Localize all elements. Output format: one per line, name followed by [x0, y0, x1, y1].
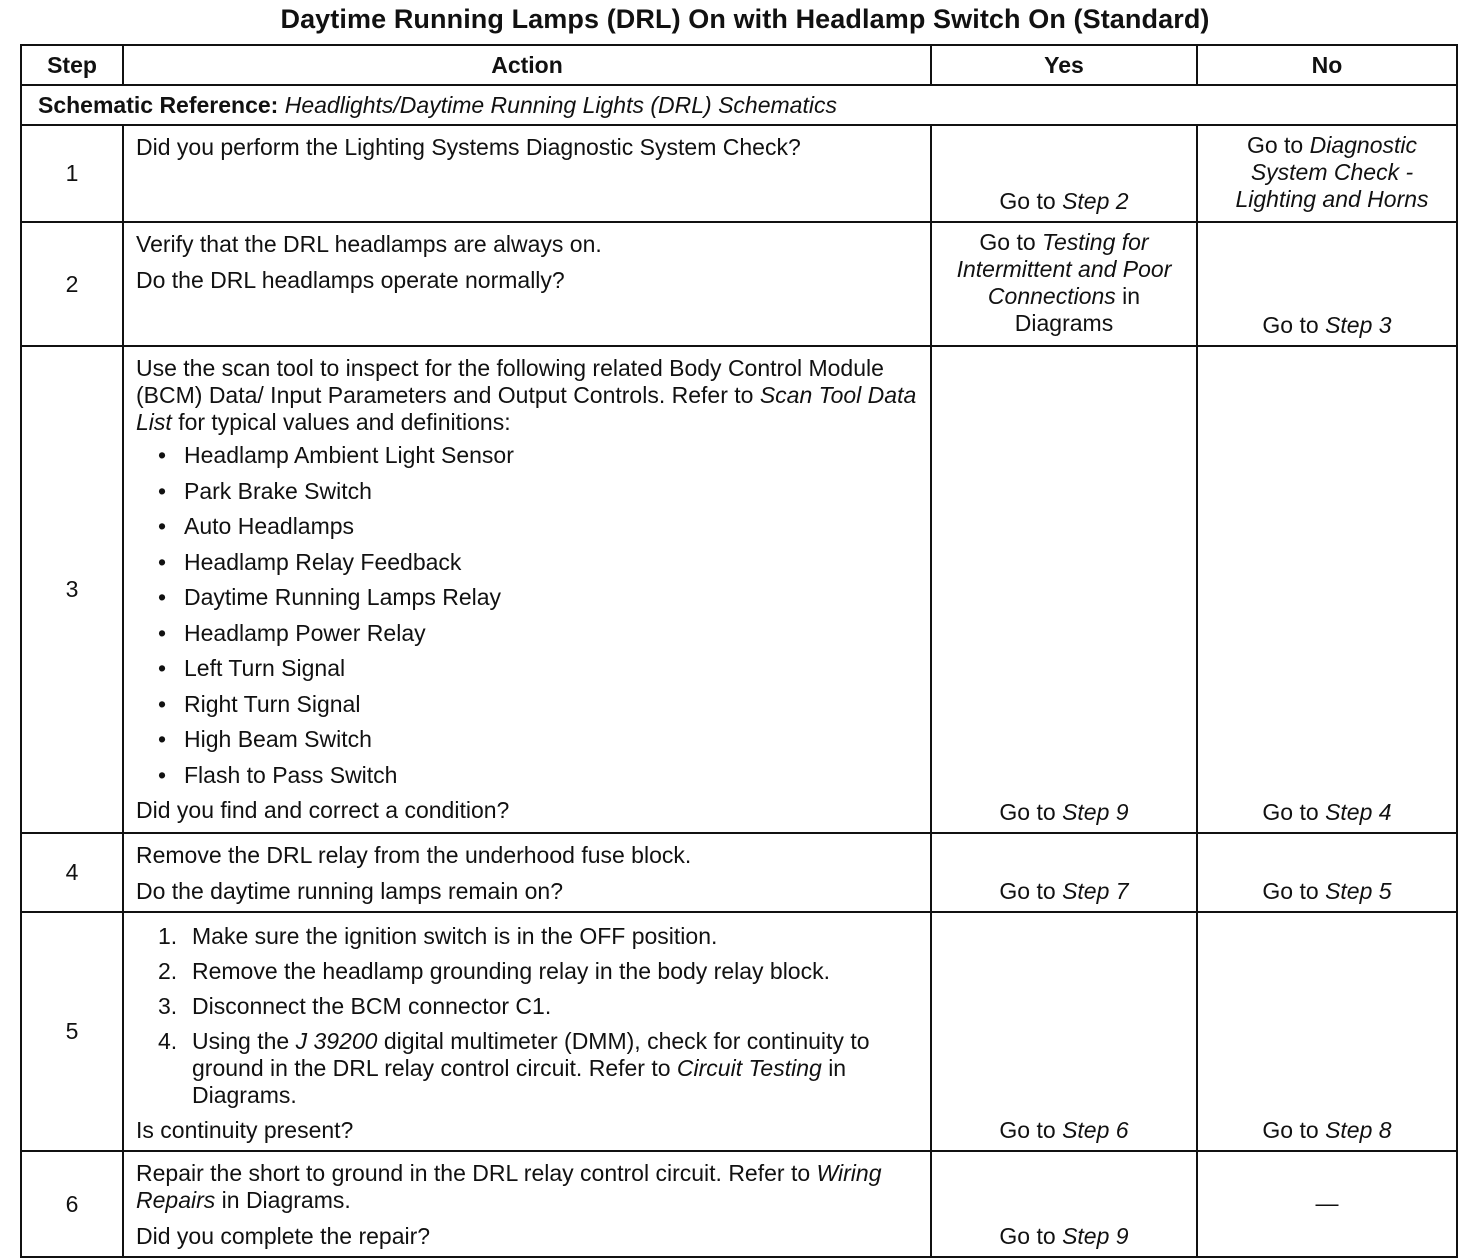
list-item: • Right Turn Signal: [158, 691, 920, 718]
list-item: • High Beam Switch: [158, 726, 920, 753]
step-number: 3: [21, 346, 123, 833]
list-item: • Headlamp Relay Feedback: [158, 549, 920, 576]
list-item: [136, 993, 920, 1020]
yes-link[interactable]: Step 6: [1062, 1117, 1129, 1143]
no-link[interactable]: Step 4: [1325, 799, 1392, 825]
list-item: [136, 1028, 920, 1109]
yes-link[interactable]: Testing for Intermittent and Poor Connections: [956, 229, 1172, 309]
wiring-repairs-link[interactable]: Wiring Repairs: [136, 1160, 882, 1213]
action-text-a: Repair the short to ground in the DRL relay control circuit. Refer to: [136, 1160, 811, 1186]
no-prefix: Go to: [1262, 1117, 1319, 1143]
header-yes: Yes: [931, 45, 1197, 85]
list-item: [136, 923, 920, 950]
list-item: • Headlamp Ambient Light Sensor: [158, 442, 920, 469]
action-question: Did you complete the repair?: [136, 1223, 431, 1249]
list-item: • Left Turn Signal: [158, 655, 920, 682]
action-question: Is continuity present?: [136, 1117, 354, 1143]
table-row: [21, 912, 1457, 1151]
yes-cell: [931, 222, 1197, 346]
step-number: 1: [21, 125, 123, 222]
schematic-row: [21, 85, 1457, 125]
action-cell: [123, 222, 931, 346]
no-prefix: Go to: [1262, 799, 1319, 825]
header-row: [21, 45, 1457, 85]
yes-prefix: Go to: [999, 1117, 1056, 1143]
no-prefix: Go to: [1262, 878, 1319, 904]
action-text-b: in Diagrams.: [221, 1187, 351, 1213]
list-item: • Flash to Pass Switch: [158, 762, 920, 789]
list-item: • Auto Headlamps: [158, 513, 920, 540]
no-cell: [1197, 833, 1457, 912]
item-text: Disconnect the BCM connector C1.: [192, 993, 552, 1019]
table-row: [21, 1151, 1457, 1257]
no-dash: —: [1315, 1189, 1339, 1216]
no-cell: [1197, 912, 1457, 1151]
no-link[interactable]: Step 5: [1325, 878, 1392, 904]
yes-prefix: Go to: [979, 229, 1036, 255]
action-cell: [123, 912, 931, 1151]
no-link[interactable]: Diagnostic System Check - Lighting and Horns: [1235, 132, 1429, 212]
page-title: Daytime Running Lamps (DRL) On with Headlamp Switch On (Standard): [280, 4, 1210, 34]
list-item: • Headlamp Power Relay: [158, 620, 920, 647]
table-row: [21, 346, 1457, 833]
item-number: 3.: [158, 993, 178, 1019]
yes-cell: [931, 912, 1197, 1151]
table-row: [21, 125, 1457, 222]
yes-cell: [931, 1151, 1197, 1257]
yes-cell: [931, 833, 1197, 912]
no-prefix: Go to: [1246, 132, 1304, 158]
no-cell: [1197, 346, 1457, 833]
yes-prefix: Go to: [999, 878, 1056, 904]
schematic-label: Schematic Reference:: [38, 91, 279, 118]
intro-link[interactable]: Scan Tool Data List: [136, 382, 917, 435]
action-cell: [123, 1151, 931, 1257]
action-question: Do the DRL headlamps operate normally?: [136, 267, 565, 293]
item-text: Remove the headlamp grounding relay in the body relay block.: [192, 958, 830, 984]
header-action: Action: [123, 45, 931, 85]
intro-text: Use the scan tool to inspect for the following related Body Control Module (BCM) Data/ Input Parameters and Output Controls. Refer to: [136, 355, 884, 408]
no-link[interactable]: Step 3: [1325, 312, 1392, 338]
action-text: Did you perform the Lighting Systems Diagnostic System Check?: [136, 134, 801, 160]
item-number: 4.: [158, 1028, 178, 1054]
no-link[interactable]: Step 8: [1325, 1117, 1392, 1143]
step-number: 4: [21, 833, 123, 912]
no-cell: [1197, 125, 1457, 222]
parameter-list: [136, 442, 920, 789]
yes-prefix: Go to: [999, 799, 1056, 825]
yes-link[interactable]: Step 9: [1062, 1223, 1129, 1249]
action-text: Verify that the DRL headlamps are always on.: [136, 231, 602, 257]
item-text: Using the: [192, 1028, 290, 1054]
table-row: [21, 222, 1457, 346]
intro-suffix: for typical values and definitions:: [178, 409, 511, 435]
action-text: [136, 1160, 920, 1214]
header-no: No: [1197, 45, 1457, 85]
circuit-testing-link[interactable]: Circuit Testing: [676, 1055, 822, 1081]
yes-link[interactable]: Step 9: [1062, 799, 1129, 825]
no-prefix: Go to: [1262, 312, 1319, 338]
yes-cell: [931, 125, 1197, 222]
no-cell: [1197, 1151, 1457, 1257]
yes-cell: [931, 346, 1197, 833]
action-cell: [123, 346, 931, 833]
action-cell: [123, 833, 931, 912]
tool-link[interactable]: J 39200: [295, 1028, 378, 1054]
item-number: 1.: [158, 923, 178, 949]
item-number: 2.: [158, 958, 178, 984]
schematic-reference: [21, 85, 1457, 125]
yes-prefix: Go to: [999, 1223, 1056, 1249]
yes-prefix: Go to: [999, 188, 1056, 214]
list-item: • Park Brake Switch: [158, 478, 920, 505]
table-row: [21, 833, 1457, 912]
action-question: Do the daytime running lamps remain on?: [136, 878, 564, 904]
schematic-link[interactable]: Headlights/Daytime Running Lights (DRL) Schematics: [284, 91, 837, 118]
item-text: in Diagrams.: [192, 1055, 847, 1108]
action-question: Did you find and correct a condition?: [136, 797, 510, 823]
list-item: • Daytime Running Lamps Relay: [158, 584, 920, 611]
yes-link[interactable]: Step 7: [1062, 878, 1129, 904]
step-number: 5: [21, 912, 123, 1151]
yes-suffix: in Diagrams: [1014, 283, 1141, 336]
diagnostic-table: [20, 44, 1458, 1258]
step-number: 6: [21, 1151, 123, 1257]
header-step: Step: [21, 45, 123, 85]
item-text: Make sure the ignition switch is in the OFF position.: [192, 923, 718, 949]
item-text: digital multimeter (DMM), check for continuity to ground in the DRL relay control circuit. Refer to: [192, 1028, 870, 1081]
procedure-list: [136, 923, 920, 1109]
action-intro: [136, 355, 920, 436]
step-number: 2: [21, 222, 123, 346]
action-cell: [123, 125, 931, 222]
no-cell: [1197, 222, 1457, 346]
action-text: Remove the DRL relay from the underhood fuse block.: [136, 842, 692, 868]
list-item: [136, 958, 920, 985]
yes-link[interactable]: Step 2: [1062, 188, 1129, 214]
